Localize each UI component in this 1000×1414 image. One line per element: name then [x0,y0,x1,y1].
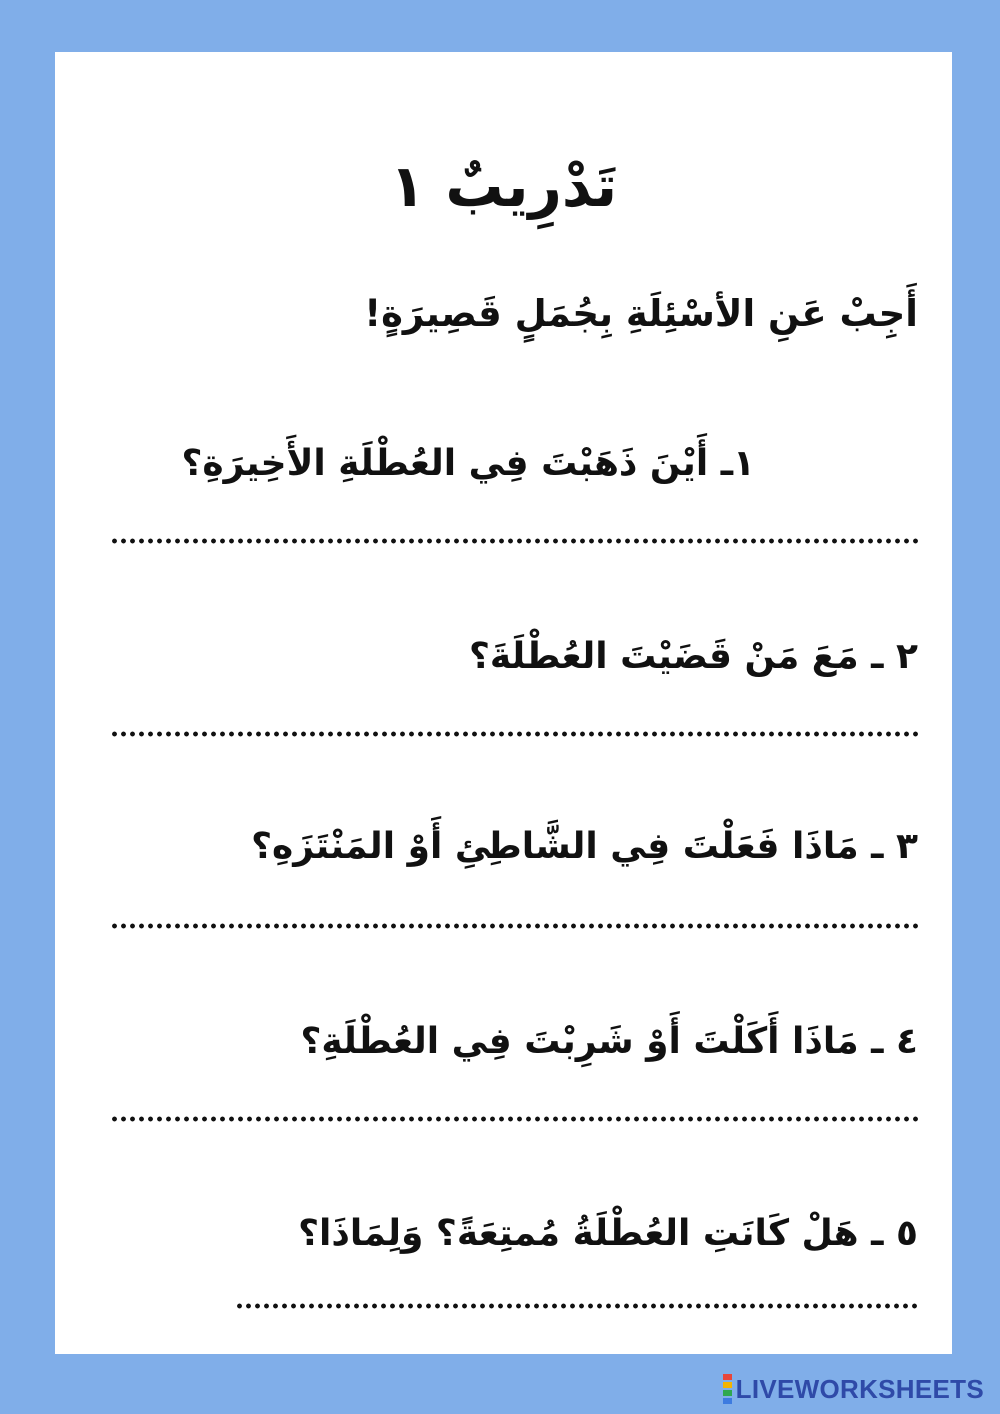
question-1: ١ـ أَيْنَ ذَهَبْتَ فِي العُطْلَةِ الأَخِيرَةِ؟ [181,443,755,484]
answer-line-4[interactable] [110,1115,918,1123]
answer-line-2[interactable] [110,730,918,738]
answer-line-3[interactable] [110,922,918,930]
instruction-text: أَجِبْ عَنِ الأسْئِلَةِ بِجُمَلٍ قَصِيرَةٍ! [364,292,918,335]
page-title: تَدْرِيبٌ ١ [389,152,618,220]
watermark-text: LIVEWORKSHEETS [735,1373,984,1404]
question-5: ٥ ـ هَلْ كَانَتِ العُطْلَةُ مُمتِعَةً؟ وَلِمَاذَا؟ [298,1213,918,1254]
watermark [723,1374,984,1404]
question-4: ٤ ـ مَاذَا أَكَلْتَ أَوْ شَرِبْتَ فِي العُطْلَةِ؟ [300,1021,918,1062]
liveworksheets-logo-icon [723,1373,732,1405]
worksheet-page [55,52,952,1354]
question-2: ٢ ـ مَعَ مَنْ قَضَيْتَ العُطْلَةَ؟ [468,636,918,677]
answer-line-5[interactable] [235,1302,918,1310]
question-3: ٣ ـ مَاذَا فَعَلْتَ فِي الشَّاطِئِ أَوْ المَنْتَزَهِ؟ [251,826,918,867]
answer-line-1[interactable] [110,537,918,545]
